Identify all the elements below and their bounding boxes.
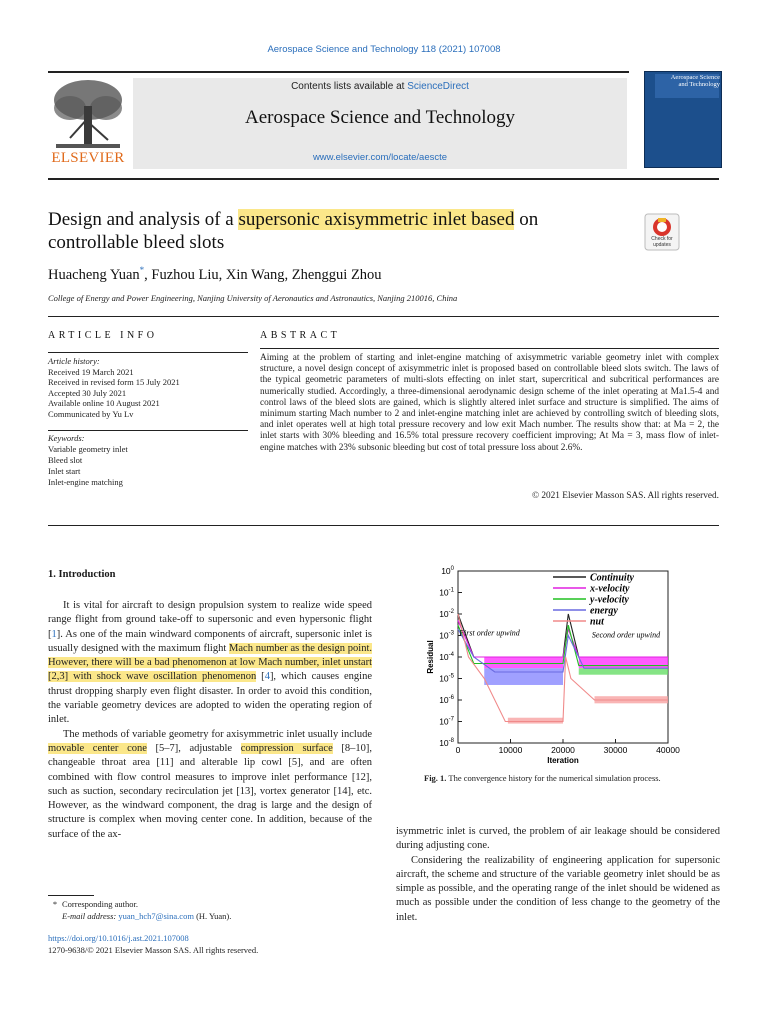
journal-reference[interactable]: Aerospace Science and Technology 118 (2021) 107008 <box>267 44 501 55</box>
divider <box>48 316 719 317</box>
figure-1 <box>423 563 683 768</box>
y-tick-label: $10^{-4}$ <box>439 652 454 662</box>
email-suffix: (H. Yuan). <box>193 911 232 921</box>
footnote-star: * <box>52 899 58 909</box>
paragraph: It is vital for aircraft to design propulsion system to realize wide speed range flight from ground take-off to supersonic and even hypersonic flight [1]. As one of the main windward components of aircraft, supersonic inlet is usually designed with the maximum flight Mach number as the design point. However, there will be a bad phenomenon at low Mach number, inlet unstart [2,3] with shock wave oscillation phenomenon [4], which causes engine thrust dropping sharply even flight disaster. In order to avoid this condition, the variable geometry devices are adopted to widen the operating region of inlet. <box>48 600 372 726</box>
x-tick-label: 0 <box>455 745 461 755</box>
highlight: Mach number as the design point. However, there will be a bad phenomenon at low Mach number, inlet unstart [2,3] with shock wave oscillation phenomenon <box>48 642 372 683</box>
history-item: Received 19 March 2021 <box>48 366 134 377</box>
check-for-updates-badge[interactable] <box>644 213 680 251</box>
keywords-label: Keywords: <box>48 433 85 443</box>
history-item: Available online 10 August 2021 <box>48 398 160 409</box>
title-highlight: supersonic axisymmetric inlet based <box>238 209 515 230</box>
email-label: E-mail address: <box>62 911 119 921</box>
other-authors: , Fuzhou Liu, Xin Wang, Zhenggui Zhou <box>144 266 382 283</box>
legend-label: y-velocity <box>590 594 629 606</box>
highlight: movable center cone <box>48 742 147 754</box>
affiliation: College of Energy and Power Engineering, Nanjing University of Aeronautics and Astronautics, Nanjing 210016, China <box>48 293 458 303</box>
band-x-velocity <box>579 657 668 668</box>
divider <box>48 525 719 526</box>
y-tick-label: $10^0$ <box>441 566 454 576</box>
email-link[interactable]: yuan_hch7@sina.com <box>118 911 194 921</box>
paragraph: isymmetric inlet is curved, the problem of air leakage should be considered during adjusting cone. <box>396 826 720 852</box>
x-tick-label: 10000 <box>498 745 523 755</box>
y-tick-label: $10^{-5}$ <box>439 673 454 684</box>
legend-label: x-velocity <box>590 583 630 595</box>
sciencedirect-link[interactable]: ScienceDirect <box>407 81 469 92</box>
journal-cover-image[interactable] <box>644 71 722 168</box>
divider <box>48 430 248 431</box>
convergence-chart <box>423 563 683 768</box>
check-updates-label: Check for updates <box>651 236 673 248</box>
y-tick-label: $10^{-7}$ <box>439 716 454 727</box>
elsevier-wordmark: ELSEVIER <box>51 150 125 166</box>
annotation-second-order: Second order upwind <box>591 630 661 640</box>
keyword: Inlet-engine matching <box>48 477 123 487</box>
journal-title: Aerospace Science and Technology <box>244 107 516 128</box>
author-list <box>48 265 382 284</box>
legend-label: energy <box>590 605 618 617</box>
keyword: Variable geometry inlet <box>48 444 128 454</box>
divider <box>48 352 248 353</box>
band-x-velocity <box>484 657 563 668</box>
x-tick-label: 30000 <box>603 745 628 755</box>
cover-title: Aerospace Science and Technology <box>670 74 720 88</box>
section-heading: 1. Introduction <box>48 569 116 580</box>
contents-prefix: Contents lists available at <box>291 81 408 92</box>
footnote-rule <box>48 895 94 896</box>
title-part-1: Design and analysis of a <box>48 209 239 230</box>
abstract-text: Aiming at the problem of starting and inlet-engine matching of axisymmetric variable geometry inlet with complex structure, a novel design concept of axisymmetric inlet is proposed based on controllable bleed slots switch. The laws of the typical geometric parameters of multi-slots effecting on inlet start, supercritical and subcritical performances are numerically studied. Accordingly, a three-dimensional aerodynamic design scheme of the inlet operating at Ma1.5-4 and control laws of the bleed slots are gained, which is slightly altered inlet surface and structure is simplified. The aims of minimum starting Mach number to 2 and inlet-engine matching inlet are achieved by controlling switch of bleeding slots, and inlet operates well at high total pressure recovery and low exit Mach number. The results show that: at Ma = 2, the inlet starts with 30% bleeding and 16.5% total pressure recovery coefficient improving; At Ma = 3, mass flow of inlet-engine matches with 23% subsonic bleeding but cost of total pressure loss about 2.6%. <box>260 353 719 453</box>
y-tick-label: $10^{-3}$ <box>439 630 454 641</box>
header-bottom-rule <box>48 178 719 180</box>
abstract-heading: ABSTRACT <box>260 330 341 341</box>
history-item: Accepted 30 July 2021 <box>48 387 127 398</box>
y-tick-label: $10^{-8}$ <box>439 738 454 748</box>
paragraph: Considering the realizability of engineering application for supersonic aircraft, the scheme and structure of the variable geometry inlet should be as simple as possible, and the operating range of the inlet should be widened as much as possible under the condition of less change to the geometry of the inlet. <box>396 854 720 923</box>
band-nut <box>508 718 563 724</box>
doi-link[interactable]: https://doi.org/10.1016/j.ast.2021.107008 <box>48 933 189 943</box>
keywords <box>48 433 248 488</box>
issn-line: 1270-9638/© 2021 Elsevier Masson SAS. All rights reserved. <box>48 945 259 955</box>
history-item: Received in revised form 15 July 2021 <box>48 377 180 388</box>
citation-link[interactable]: 4 <box>264 671 270 683</box>
keyword: Bleed slot <box>48 455 83 465</box>
caption-label: Fig. 1. <box>424 773 447 783</box>
figure-caption <box>424 773 724 783</box>
x-tick-label: 20000 <box>551 745 575 755</box>
history-item: Communicated by Yu Lv <box>48 408 134 419</box>
keyword: Inlet start <box>48 466 81 476</box>
y-axis-label: Residual <box>426 640 435 674</box>
y-tick-label: $10^{-1}$ <box>439 587 454 598</box>
corresponding-label: Corresponding author. <box>62 899 139 909</box>
y-tick-label: $10^{-6}$ <box>439 695 454 705</box>
history-label: Article history: <box>48 356 100 366</box>
journal-url-link[interactable]: www.elsevier.com/locate/aescte <box>312 152 448 163</box>
header-top-rule <box>48 71 629 73</box>
x-tick-label: 40000 <box>656 745 680 755</box>
citation-link[interactable]: 1 <box>51 628 57 640</box>
annotation-first-order: First order upwind <box>459 628 520 638</box>
article-info-heading: ARTICLE INFO <box>48 330 158 341</box>
journal-header-box <box>133 78 627 169</box>
band-energy <box>484 668 563 685</box>
contents-line <box>133 81 627 92</box>
intro-right-column <box>396 825 720 925</box>
legend-label: Continuity <box>590 572 634 584</box>
first-author[interactable]: Huacheng Yuan <box>48 266 140 283</box>
corresponding-marker[interactable]: * <box>139 265 145 275</box>
paragraph: The methods of variable geometry for axisymmetric inlet usually include movable center cone [5–7], adjustable compression surface [8–10], changeable throat area [11] and alterable lip cowl [5], and are often combined with flow control measures to improve inlet performance [12], such as suction, secondary recirculation jet [13], vortex generator [14], etc. However, as the windward component, the drag is large and the design of structure is complex when moving center cone. In addition, because of the surface of the ax- <box>48 728 373 840</box>
footnote <box>48 898 368 922</box>
x-axis-label: Iteration <box>547 756 579 765</box>
band-y-velocity <box>579 668 668 674</box>
caption-text: The convergence history for the numerical simulation process. <box>446 773 661 783</box>
title-part-2: on controllable bleed slots <box>48 209 539 253</box>
article-history <box>48 356 248 420</box>
legend-label: nut <box>590 616 604 628</box>
paper-title <box>48 208 608 254</box>
highlight: compression surface <box>240 742 333 754</box>
y-tick-label: $10^{-2}$ <box>439 609 454 619</box>
intro-left-column <box>48 599 372 842</box>
divider <box>260 348 719 349</box>
abstract-copyright: © 2021 Elsevier Masson SAS. All rights reserved. <box>531 491 719 501</box>
